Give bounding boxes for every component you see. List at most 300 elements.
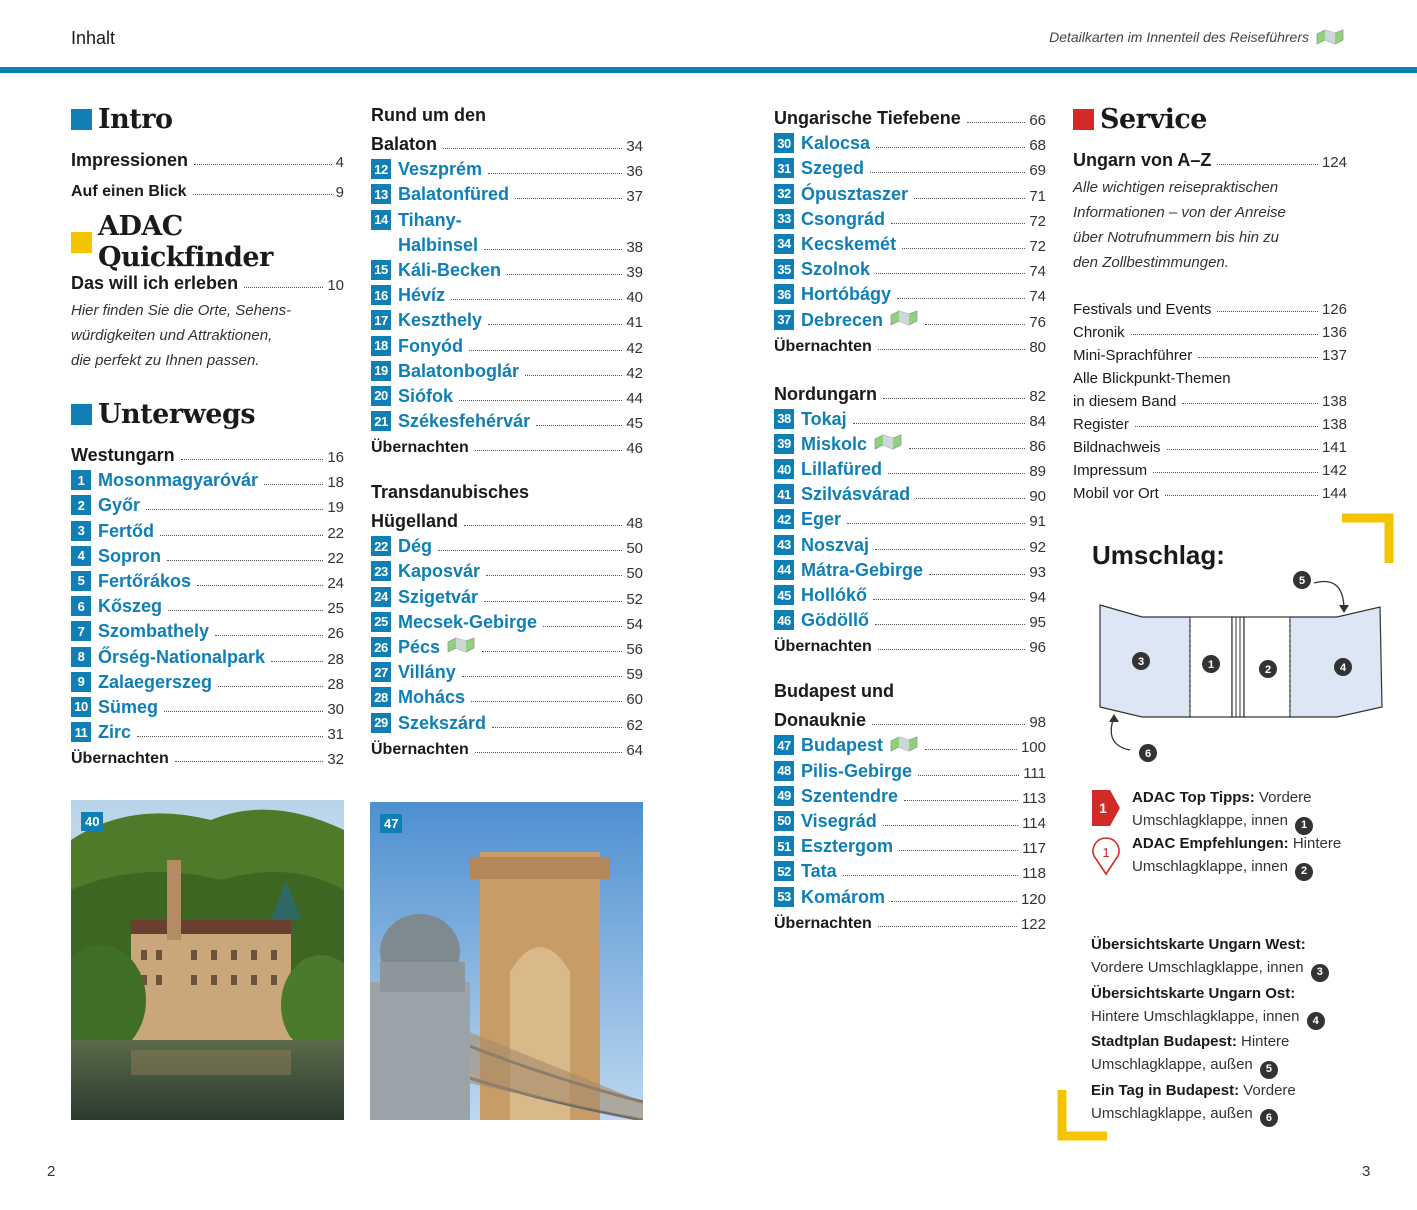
place-name: Kaposvár xyxy=(398,561,481,582)
page-number: 94 xyxy=(1029,589,1046,606)
section-quickfinder xyxy=(71,211,344,273)
place-entry[interactable] xyxy=(774,882,1046,907)
photo-lillafured xyxy=(71,800,344,1120)
page-number: 40 xyxy=(626,289,643,307)
place-list xyxy=(774,405,1046,632)
place-entry[interactable] xyxy=(371,633,643,658)
toc-entry[interactable]: Das will ich erleben 10 xyxy=(71,273,344,294)
place-entry[interactable] xyxy=(774,756,1046,781)
section-intro xyxy=(71,102,344,136)
place-name: Kőszeg xyxy=(98,596,163,617)
page-number: 26 xyxy=(327,625,344,643)
place-entry[interactable] xyxy=(774,430,1046,455)
map-legend-text: Detailkarten im Innenteil des Reiseführers xyxy=(1049,29,1309,45)
place-entry[interactable] xyxy=(371,155,643,180)
toc-column-4 xyxy=(1073,100,1347,502)
place-number: 47 xyxy=(774,735,794,755)
place-number: 6 xyxy=(71,596,91,616)
page-number: 89 xyxy=(1029,463,1046,481)
cover-fold-diagram xyxy=(1092,565,1392,765)
place-entry[interactable] xyxy=(371,331,643,356)
lillafured-image xyxy=(71,800,344,1120)
page-number: 111 xyxy=(1023,764,1046,782)
corner-bracket-top xyxy=(1342,513,1394,565)
place-number: 5 xyxy=(71,571,91,591)
page-number: 92 xyxy=(1029,538,1046,556)
page-number: 91 xyxy=(1029,513,1046,531)
place-entry[interactable] xyxy=(774,205,1046,230)
place-number: 43 xyxy=(774,535,794,555)
place-entry[interactable] xyxy=(371,180,643,205)
top-tipp-icon xyxy=(1090,788,1122,830)
section-unterwegs xyxy=(71,397,344,431)
place-number: 46 xyxy=(774,610,794,630)
place-name: Mecsek-Gebirge xyxy=(398,611,538,632)
svg-text:1: 1 xyxy=(1207,659,1215,671)
place-entry[interactable] xyxy=(371,306,643,331)
place-number: 49 xyxy=(774,786,794,806)
place-entry-continued[interactable] xyxy=(371,231,643,256)
stay-entry[interactable]: Übernachten 46 xyxy=(371,439,643,458)
place-entry[interactable] xyxy=(774,581,1046,606)
place-name: Káli-Becken xyxy=(398,259,502,280)
place-entry[interactable] xyxy=(774,832,1046,857)
place-name: Noszvaj xyxy=(801,534,870,555)
place-entry[interactable] xyxy=(774,807,1046,832)
place-entry[interactable] xyxy=(774,857,1046,882)
place-name: Sopron xyxy=(98,545,161,566)
place-entry[interactable] xyxy=(371,582,643,607)
place-number: 2 xyxy=(71,495,91,515)
place-entry[interactable] xyxy=(371,532,643,557)
region-entry[interactable]: Balaton 34 xyxy=(371,134,643,155)
panel-marker-1 xyxy=(1202,655,1220,673)
detail-map-icon xyxy=(873,433,903,451)
section-title: Intro xyxy=(98,103,173,135)
page-number: 41 xyxy=(626,314,643,332)
svg-text:1: 1 xyxy=(1099,800,1107,816)
stay-entry[interactable]: Übernachten 64 xyxy=(371,740,643,759)
place-name: Dég xyxy=(398,536,433,557)
place-name: Keszthely xyxy=(398,310,483,331)
svg-text:2: 2 xyxy=(1264,664,1272,676)
page-number: 100 xyxy=(1020,739,1046,757)
page-number: 24 xyxy=(327,574,344,592)
place-name: Eger xyxy=(801,509,842,530)
ref-circle: 4 xyxy=(1307,1012,1325,1030)
page-number: 44 xyxy=(626,389,643,407)
toc-entry[interactable]: in diesem Band 138 xyxy=(1073,393,1347,410)
place-number: 26 xyxy=(371,637,391,657)
service-list xyxy=(1073,295,1347,502)
place-name: Balatonboglár xyxy=(398,360,520,381)
photo-budapest-chain-bridge xyxy=(370,802,643,1120)
page-number: 95 xyxy=(1029,614,1046,632)
page-number: 25 xyxy=(327,600,344,618)
place-number: 28 xyxy=(371,687,391,707)
place-number: 4 xyxy=(71,546,91,566)
place-name: Visegrád xyxy=(801,810,877,831)
place-number: 53 xyxy=(774,887,794,907)
place-name: Őrség-Nationalpark xyxy=(98,646,266,667)
place-number: 11 xyxy=(71,722,91,742)
place-number: 15 xyxy=(371,260,391,280)
header-rule xyxy=(0,67,1417,73)
panel-marker-4 xyxy=(1334,658,1352,676)
place-number: 41 xyxy=(774,484,794,504)
toc-entry[interactable]: Impressum 142 xyxy=(1073,462,1347,479)
place-name: Kalocsa xyxy=(801,133,871,154)
place-number: 18 xyxy=(371,336,391,356)
place-number: 36 xyxy=(774,284,794,304)
chain-bridge-image xyxy=(370,802,643,1120)
place-name: Szigetvár xyxy=(398,586,479,607)
page-number: 22 xyxy=(327,524,344,542)
place-name: Gödöllő xyxy=(801,610,869,631)
page-number: 52 xyxy=(626,590,643,608)
quickfinder-description: Hier finden Sie die Orte, Sehens- würdigkeiten und Attraktionen, die perfekt zu Ihnen passen. xyxy=(71,302,292,369)
page-number: 50 xyxy=(626,565,643,583)
place-entry[interactable] xyxy=(371,407,643,432)
place-entry[interactable] xyxy=(774,179,1046,204)
place-name: Esztergom xyxy=(801,836,894,857)
place-name: Siófok xyxy=(398,385,454,406)
svg-text:5: 5 xyxy=(1298,575,1306,587)
place-name: Sümeg xyxy=(98,696,159,717)
toc-column-2 xyxy=(371,100,643,759)
place-entry[interactable] xyxy=(371,357,643,382)
svg-text:3: 3 xyxy=(1137,656,1145,668)
place-number: 38 xyxy=(774,409,794,429)
place-name: Szombathely xyxy=(98,621,210,642)
panel-marker-6 xyxy=(1139,744,1157,762)
place-number: 20 xyxy=(371,386,391,406)
legend-empfehlungen: ADAC Empfehlungen: Hintere Umschlagklappe, innen 2 xyxy=(1132,832,1372,881)
page-number: 118 xyxy=(1022,865,1046,883)
place-number: 50 xyxy=(774,811,794,831)
place-name: Csongrád xyxy=(801,208,886,229)
place-number: 1 xyxy=(71,470,91,490)
place-name: Pilis-Gebirge xyxy=(801,760,913,781)
place-entry[interactable] xyxy=(774,280,1046,305)
svg-text:6: 6 xyxy=(1144,748,1152,760)
place-name: Győr xyxy=(98,495,141,516)
place-entry[interactable] xyxy=(371,256,643,281)
place-number: 37 xyxy=(774,310,794,330)
page-number: 60 xyxy=(626,691,643,709)
place-name: Debrecen xyxy=(801,309,884,330)
place-number: 51 xyxy=(774,836,794,856)
page-number: 68 xyxy=(1029,137,1046,155)
place-entry[interactable] xyxy=(71,693,344,718)
region-entry[interactable]: Ungarische Tiefebene 66 xyxy=(774,108,1046,129)
page-number: 28 xyxy=(327,650,344,668)
place-entry[interactable] xyxy=(774,154,1046,179)
place-name: Zirc xyxy=(98,722,132,743)
place-number: 21 xyxy=(371,411,391,431)
place-entry[interactable] xyxy=(774,530,1046,555)
place-list xyxy=(774,129,1046,331)
detail-map-icon xyxy=(889,309,919,327)
place-number: 25 xyxy=(371,612,391,632)
section-marker xyxy=(71,404,92,425)
region-entry[interactable]: Nordungarn 82 xyxy=(774,383,1046,405)
toc-entry[interactable]: Mobil vor Ort 144 xyxy=(1073,485,1347,502)
place-name: Miskolc xyxy=(801,433,868,454)
place-name: Szekszárd xyxy=(398,712,487,733)
section-marker xyxy=(71,232,92,253)
toc-column-1 xyxy=(71,100,344,768)
place-name: Hévíz xyxy=(398,285,446,306)
place-number: 16 xyxy=(371,285,391,305)
place-number: 24 xyxy=(371,587,391,607)
ref-circle: 1 xyxy=(1295,817,1313,835)
place-number: 35 xyxy=(774,259,794,279)
page-number: 71 xyxy=(1029,187,1046,205)
place-list xyxy=(774,731,1046,907)
page-number: 93 xyxy=(1029,563,1046,581)
region-entry[interactable]: Hügelland 48 xyxy=(371,511,643,533)
map-references: Übersichtskarte Ungarn West: Vordere Umschlagklappe, innen 3 Übersichtskarte Ungarn Ost: Hintere Umschlagklappe, innen 4 Stadtplan Budapest: Hintere Umschlagklappe, außen 5 Ein Tag in Budapest: Vordere Umschlagklappe, außen 6 xyxy=(1091,933,1371,1127)
page-number: 19 xyxy=(327,499,344,517)
place-entry[interactable] xyxy=(774,731,1046,756)
page-number: 45 xyxy=(626,415,643,433)
place-name: Tata xyxy=(801,861,837,882)
place-entry[interactable] xyxy=(371,557,643,582)
place-name: Halbinsel xyxy=(398,234,479,255)
page-number: 59 xyxy=(626,666,643,684)
page-number: 39 xyxy=(626,263,643,281)
page-number: 74 xyxy=(1029,288,1046,306)
section-title: Unterwegs xyxy=(98,398,256,430)
place-entry[interactable] xyxy=(371,205,643,230)
page-number: 38 xyxy=(626,238,643,256)
place-name: Kecskemét xyxy=(801,233,897,254)
page-number: 54 xyxy=(626,615,643,633)
place-entry[interactable] xyxy=(71,592,344,617)
place-number: 27 xyxy=(371,662,391,682)
page-number: 69 xyxy=(1029,162,1046,180)
place-number: 17 xyxy=(371,310,391,330)
page-number: 120 xyxy=(1020,890,1046,908)
place-number: 39 xyxy=(774,434,794,454)
ref-circle: 5 xyxy=(1260,1061,1278,1079)
place-number: 31 xyxy=(774,158,794,178)
place-entry[interactable] xyxy=(71,491,344,516)
detail-map-icon xyxy=(889,735,919,753)
place-number: 14 xyxy=(371,210,391,230)
place-entry[interactable] xyxy=(71,642,344,667)
stay-entry[interactable]: Übernachten 80 xyxy=(774,337,1046,356)
place-number: 42 xyxy=(774,509,794,529)
place-entry[interactable] xyxy=(71,668,344,693)
place-number: 45 xyxy=(774,585,794,605)
section-title: ADAC Quickfinder xyxy=(98,211,273,273)
svg-text:1: 1 xyxy=(1102,845,1110,860)
place-name: Fonyód xyxy=(398,335,463,356)
place-name: Hortóbágy xyxy=(801,284,891,305)
place-name: Székesfehérvár xyxy=(398,411,531,432)
place-name: Lillafüred xyxy=(801,459,883,480)
place-name: Fertőrákos xyxy=(98,570,192,591)
place-number: 3 xyxy=(71,521,91,541)
place-list xyxy=(71,466,344,743)
section-marker xyxy=(1073,109,1094,130)
place-name: Szilvásvárad xyxy=(801,484,911,505)
map-legend-note xyxy=(1049,28,1345,46)
toc-entry[interactable]: Festivals und Events 126 xyxy=(1073,301,1347,318)
region-entry[interactable]: Donauknie 98 xyxy=(774,710,1046,732)
page-number: 114 xyxy=(1022,814,1046,832)
stay-entry[interactable]: Übernachten 32 xyxy=(71,750,344,769)
page-number: 72 xyxy=(1029,212,1046,230)
stay-entry[interactable]: Übernachten 122 xyxy=(774,914,1046,933)
place-entry[interactable] xyxy=(774,255,1046,280)
place-number: 10 xyxy=(71,697,91,717)
page-number: 22 xyxy=(327,549,344,567)
place-number: 44 xyxy=(774,560,794,580)
place-name: Ópusztaszer xyxy=(801,183,909,204)
place-number: 22 xyxy=(371,536,391,556)
place-entry[interactable] xyxy=(371,683,643,708)
place-entry[interactable] xyxy=(774,230,1046,255)
place-entry[interactable] xyxy=(371,382,643,407)
service-description: Alle wichtigen reisepraktischen Informationen – von der Anreise über Notrufnummern bis hin zu den Zollbestimmungen. xyxy=(1073,179,1286,271)
place-name: Zalaegerszeg xyxy=(98,671,213,692)
toc-entry[interactable]: Auf einen Blick 9 xyxy=(71,183,344,201)
place-number: 9 xyxy=(71,672,91,692)
place-number: 48 xyxy=(774,761,794,781)
svg-text:4: 4 xyxy=(1339,662,1347,674)
page-number: 62 xyxy=(626,716,643,734)
region-label: Budapest und xyxy=(774,681,894,702)
corner-bracket-bottom xyxy=(1057,1090,1109,1142)
detail-map-icon xyxy=(1315,28,1345,46)
page-number: 50 xyxy=(626,540,643,558)
section-title: Service xyxy=(1100,103,1207,135)
toc-entry[interactable]: Mini-Sprachführer 137 xyxy=(1073,347,1347,364)
place-name: Szentendre xyxy=(801,785,899,806)
stay-entry[interactable]: Übernachten 96 xyxy=(774,638,1046,657)
place-name: Mosonmagyaróvár xyxy=(98,470,259,491)
panel-marker-5 xyxy=(1293,571,1311,589)
page-number: 76 xyxy=(1029,313,1046,331)
place-entry[interactable] xyxy=(71,718,344,743)
page-number: 42 xyxy=(626,339,643,357)
place-name: Fertőd xyxy=(98,520,154,541)
page-number: 28 xyxy=(327,675,344,693)
place-name: Pécs xyxy=(398,637,441,657)
page-number: 90 xyxy=(1029,488,1046,506)
place-entry[interactable] xyxy=(774,455,1046,480)
place-entry[interactable] xyxy=(774,606,1046,631)
place-entry[interactable] xyxy=(774,405,1046,430)
place-number: 32 xyxy=(774,184,794,204)
page-number: 30 xyxy=(327,700,344,718)
place-entry[interactable] xyxy=(774,556,1046,581)
place-number: 8 xyxy=(71,647,91,667)
section-marker xyxy=(71,109,92,130)
page-number: 86 xyxy=(1029,437,1046,455)
page-number: 56 xyxy=(626,641,643,658)
region-entry[interactable]: Westungarn 16 xyxy=(71,445,344,466)
empfehlung-pin-icon xyxy=(1090,836,1122,876)
toc-column-3 xyxy=(774,100,1046,933)
place-name: Hollókő xyxy=(801,585,867,605)
region-label: Rund um den xyxy=(371,105,486,125)
place-entry[interactable] xyxy=(71,567,344,592)
place-entry[interactable] xyxy=(371,708,643,733)
toc-entry[interactable]: Register 138 xyxy=(1073,416,1347,433)
place-number: 13 xyxy=(371,184,391,204)
place-number: 12 xyxy=(371,159,391,179)
place-number: 23 xyxy=(371,561,391,581)
page-heading: Inhalt xyxy=(71,28,116,48)
photo-badge: 47 xyxy=(380,814,402,833)
place-entry[interactable] xyxy=(774,782,1046,807)
place-name: Szeged xyxy=(801,158,865,179)
place-name: Budapest xyxy=(801,735,884,756)
toc-entry[interactable]: Chronik 136 xyxy=(1073,324,1347,341)
panel-marker-3 xyxy=(1132,652,1150,670)
place-entry[interactable] xyxy=(774,505,1046,530)
page-number: 117 xyxy=(1022,840,1046,858)
toc-entry[interactable]: Impressionen 4 xyxy=(71,150,344,171)
page-number: 74 xyxy=(1029,263,1046,281)
place-list xyxy=(371,532,643,734)
place-entry[interactable] xyxy=(371,281,643,306)
place-number: 19 xyxy=(371,361,391,381)
place-name: Tihany- xyxy=(398,209,462,230)
place-entry[interactable] xyxy=(71,516,344,541)
place-number: 40 xyxy=(774,459,794,479)
toc-entry[interactable]: Bildnachweis 141 xyxy=(1073,439,1347,456)
place-number: 33 xyxy=(774,209,794,229)
place-entry[interactable] xyxy=(71,542,344,567)
place-entry[interactable] xyxy=(774,480,1046,505)
place-number: 34 xyxy=(774,234,794,254)
place-entry[interactable] xyxy=(71,466,344,491)
place-entry[interactable] xyxy=(774,129,1046,154)
detail-map-icon xyxy=(446,636,476,654)
page-number: 31 xyxy=(327,726,344,744)
toc-entry[interactable]: Ungarn von A–Z 124 xyxy=(1073,150,1347,171)
page-number: 84 xyxy=(1029,412,1046,430)
place-name: Tokaj xyxy=(801,408,847,429)
ref-circle: 6 xyxy=(1260,1109,1278,1127)
page-number-right: 3 xyxy=(1362,1163,1371,1180)
section-service xyxy=(1073,102,1347,136)
place-number: 29 xyxy=(371,713,391,733)
ref-circle: 2 xyxy=(1295,863,1313,881)
page-number: 37 xyxy=(626,188,643,206)
page-number-left: 2 xyxy=(47,1163,56,1180)
place-number: 52 xyxy=(774,861,794,881)
page-number: 36 xyxy=(626,163,643,181)
place-entry[interactable] xyxy=(71,617,344,642)
umschlag-title: Umschlag: xyxy=(1092,540,1225,570)
page-number: 18 xyxy=(327,474,344,492)
photo-badge: 40 xyxy=(81,812,103,831)
legend-top-tipps: ADAC Top Tipps: Vordere Umschlagklappe, innen 1 xyxy=(1132,786,1372,835)
place-entry[interactable] xyxy=(774,305,1046,330)
place-number: 7 xyxy=(71,621,91,641)
place-number: 30 xyxy=(774,133,794,153)
place-entry[interactable] xyxy=(371,608,643,633)
toc-entry-label: Alle Blickpunkt-Themen xyxy=(1073,370,1231,387)
page-number: 42 xyxy=(626,364,643,382)
place-entry[interactable] xyxy=(371,658,643,683)
